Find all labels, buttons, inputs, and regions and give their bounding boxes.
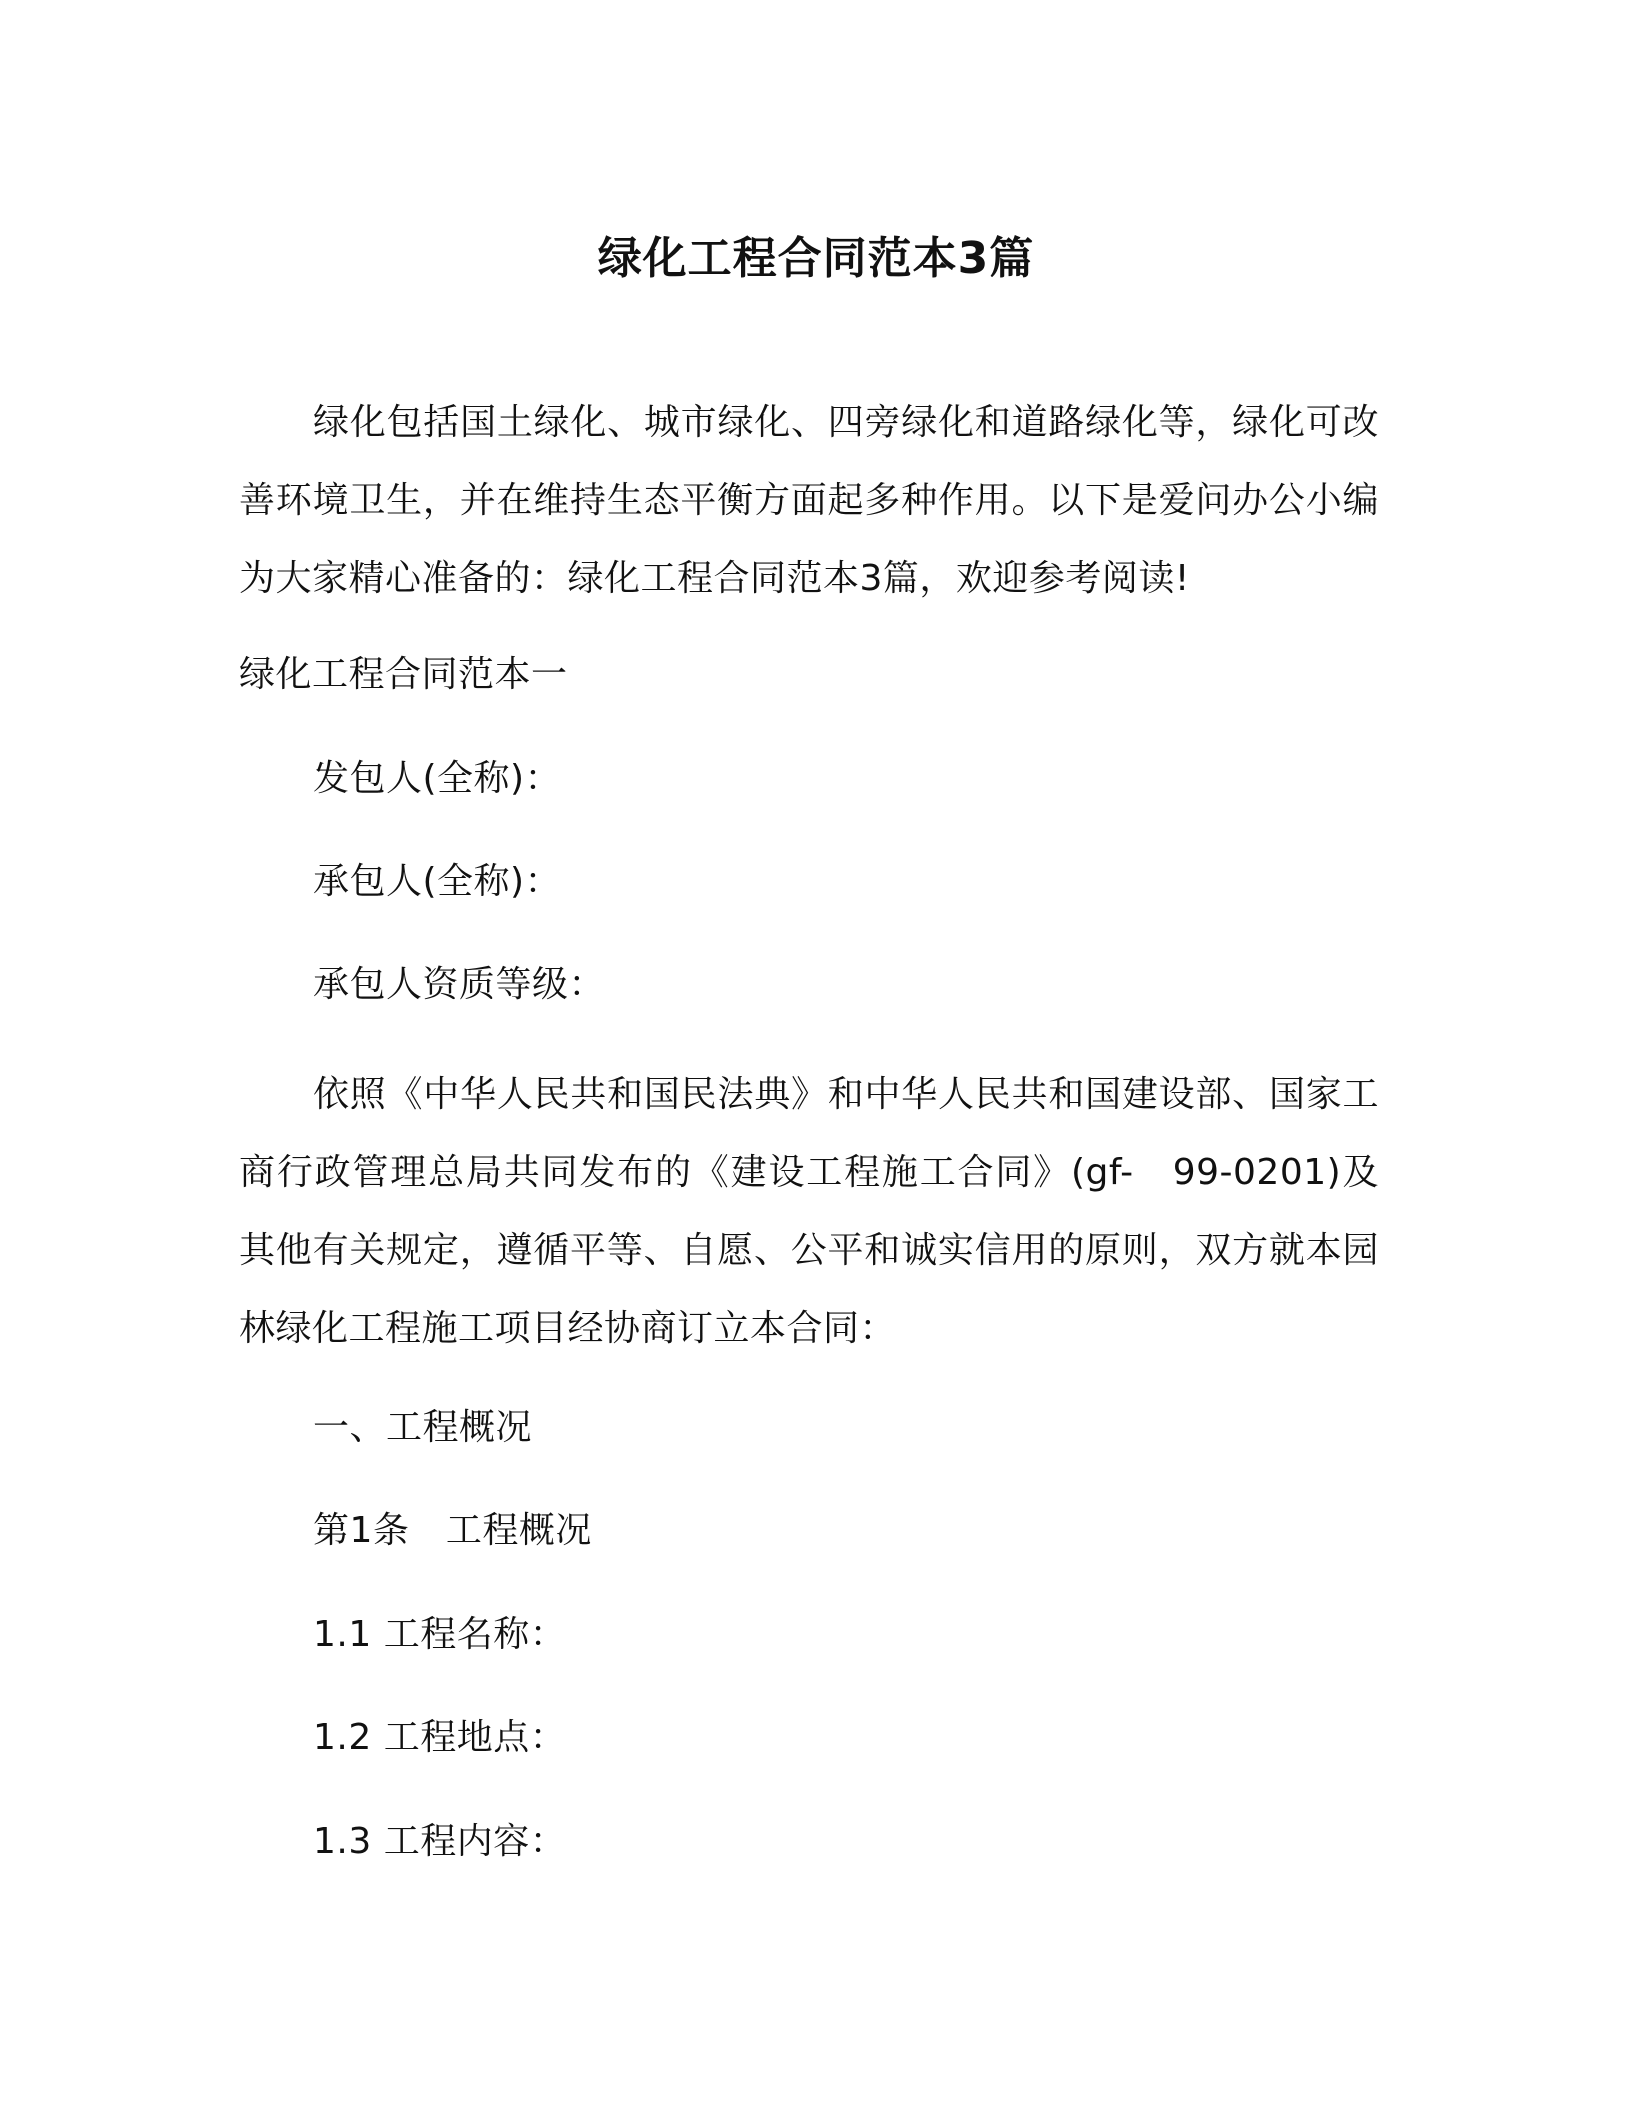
field-contractor: 承包人(全称)： — [313, 861, 562, 902]
list-item: 1.3 工程内容： — [313, 1821, 567, 1862]
intro-paragraph: 绿化包括国土绿化、城市绿化、四旁绿化和道路绿化等，绿化可改善环境卫生，并在维持生态平衡方面起多种作用。以下是爱问办公小编为大家精心准备的：绿化工程合同范本3篇，欢迎参考阅读! — [239, 402, 1379, 599]
document-title: 绿化工程合同范本3篇 — [597, 233, 1035, 284]
list-item: 1.2 工程地点： — [313, 1717, 567, 1758]
article-heading: 第1条 工程概况 — [313, 1510, 592, 1551]
basis-paragraph: 依照《中华人民共和国民法典》和中华人民共和国建设部、国家工商行政管理总局共同发布的《建设工程施工合同》(gf- 99-0201)及其他有关规定，遵循平等、自愿、公平和诚实信用的原则，双方就本园林绿化工程施工项目经协商订立本合同： — [239, 1074, 1379, 1349]
section-heading: 绿化工程合同范本一 — [239, 654, 568, 695]
field-qualification: 承包人资质等级： — [313, 964, 606, 1005]
list-item: 1.1 工程名称： — [313, 1614, 567, 1655]
chapter-heading: 一、工程概况 — [313, 1407, 533, 1448]
field-employer: 发包人(全称)： — [313, 758, 562, 799]
